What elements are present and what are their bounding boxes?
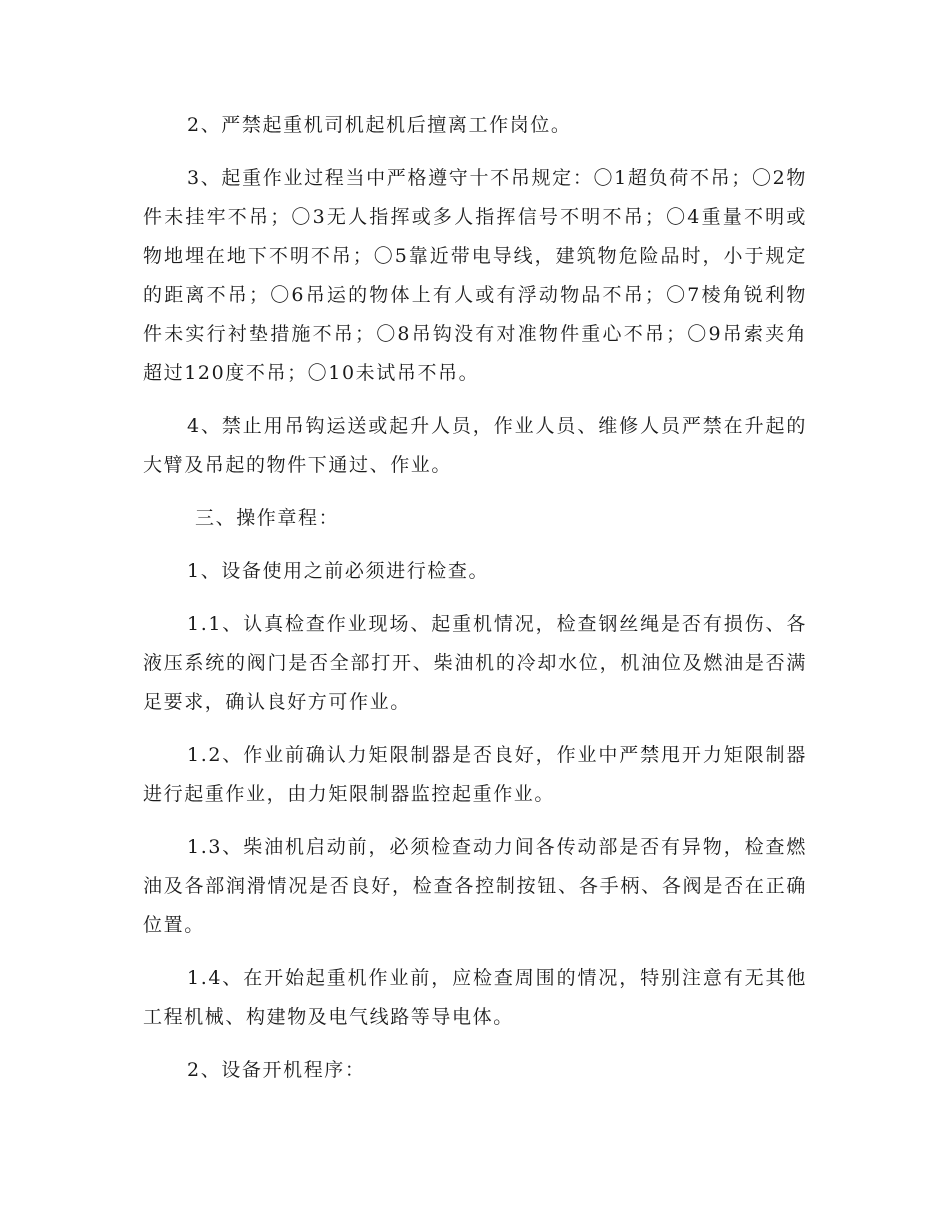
paragraph-item-1-4: 1.4、在开始起重机作业前，应检查周围的情况，特别注意有无其他工程机械、构建物及电气线路等导电体。 <box>143 967 807 1028</box>
paragraph-check-before-use: 1、设备使用之前必须进行检查。 <box>187 560 490 582</box>
section-heading-operating-rules: 三、操作章程： <box>195 507 340 529</box>
paragraph-rule-4: 4、禁止用吊钩运送或起升人员，作业人员、维修人员严禁在升起的大臂及吊起的物件下通过、作业。 <box>143 415 807 476</box>
paragraph-rule-3-ten-no-lift: 3、起重作业过程当中严格遵守十不吊规定：〇1超负荷不吊；〇2物件未挂牢不吊；〇3无人指挥或多人指挥信号不明不吊；〇4重量不明或物地埋在地下不明不吊；〇5靠近带电导线，建筑物危险品时，小于规定的距离不吊；〇6吊运的物体上有人或有浮动物品不吊；〇7棱角锐利物件未实行衬垫措施不吊；〇8吊钩没有对准物件重心不吊；〇9吊索夹角超过120度不吊；〇10未试吊不吊。 <box>143 167 807 384</box>
paragraph-startup-procedure: 2、设备开机程序： <box>187 1059 366 1081</box>
paragraph-item-1-3: 1.3、柴油机启动前，必须检查动力间各传动部是否有异物，检查燃油及各部润滑情况是否良好，检查各控制按钮、各手柄、各阀是否在正确位置。 <box>143 836 807 936</box>
paragraph-rule-2: 2、严禁起重机司机起机后擅离工作岗位。 <box>187 114 572 136</box>
document-body <box>143 106 807 1104</box>
paragraph-item-1-1: 1.1、认真检查作业现场、起重机情况，检查钢丝绳是否有损伤、各液压系统的阀门是否全部打开、柴油机的冷却水位，机油位及燃油是否满足要求，确认良好方可作业。 <box>143 613 807 713</box>
paragraph-item-1-2: 1.2、作业前确认力矩限制器是否良好，作业中严禁甩开力矩限制器进行起重作业，由力矩限制器监控起重作业。 <box>143 744 807 805</box>
